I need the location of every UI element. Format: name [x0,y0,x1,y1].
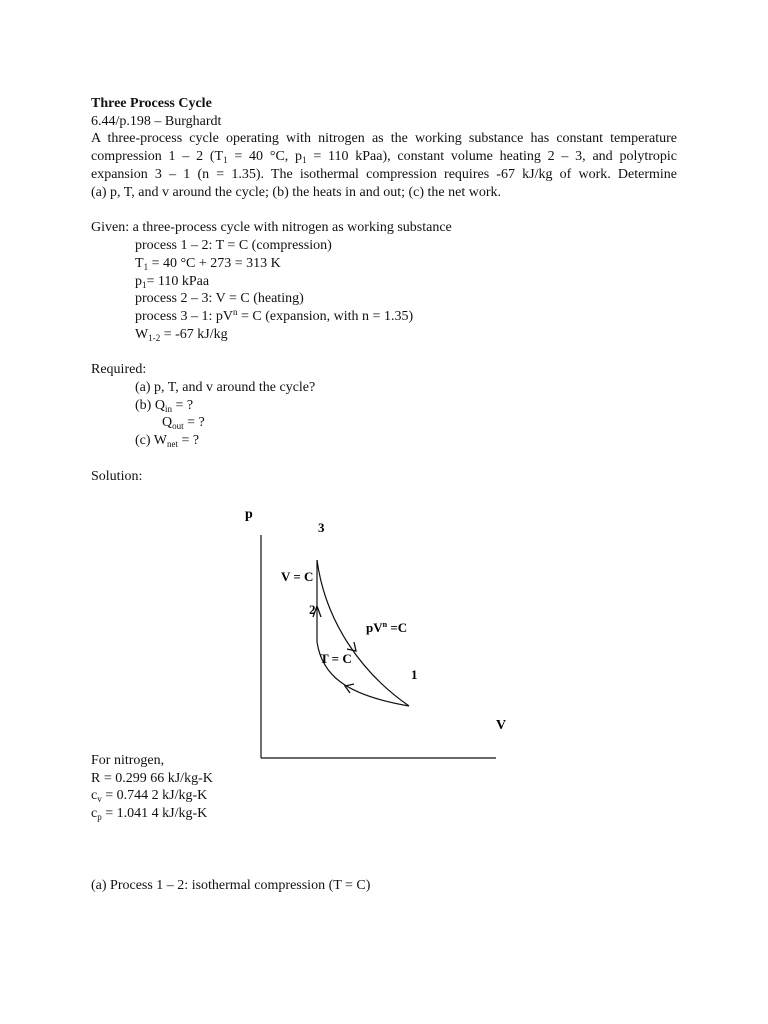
given-t1: $T_1 = 40$ °C + 273 = 313 K [135,256,281,272]
required-c: (c) $W_{net}$ = ? [135,433,200,449]
p-axis-label: p [245,507,253,522]
point-3-label: 3 [318,520,325,535]
point-2-label: 2 [309,602,316,617]
v-axis-label: V [496,718,507,733]
required-q-out: $Q_{out}$ = ? [162,415,205,431]
constant-volume-label: V = C [281,569,314,584]
problem-line-4: (a) p, T, and v around the cycle; (b) the heats in and out; (c) the net work. [91,185,502,200]
problem-line-1: A three-process cycle operating with nitrogen as the working substance has constant temperature [91,131,677,146]
document-title: Three Process Cycle [91,96,212,111]
given-process-3-1: process 3 – 1: $pV^n = C$ (expansion, with n = 1.35) [135,307,414,324]
given-work: $W_{1-2} = -67$ kJ/kg [135,327,228,343]
given-process-2-3: process 2 – 3: V = C (heating) [135,291,304,306]
solution-heading: Solution: [91,469,143,484]
nitrogen-cv: $c_v = 0.744$ 2 kJ/kg-K [91,788,208,804]
given-p1: $p_1= 110$ kPaa [135,274,210,290]
required-b: (b) $Q_{in}$ = ? [135,398,194,414]
polytropic-label: $pV^n =C$ [366,620,408,635]
problem-line-3: expansion 3 – 1 (n = 1.35). The isothermal compression requires -67 kJ/kg of work. Determine [91,167,677,182]
nitrogen-cp: $c_p = 1.041$ 4 kJ/kg-K [91,806,208,822]
arrow-left-icon [345,684,354,693]
problem-line-2: compression 1 – 2 ($T_1 = 40$ °C, $p_1 = 110$ kPaa), constant volume heating 2 – 3, and polytropic [91,149,677,165]
given-heading: Given: a three-process cycle with nitrogen as working substance [91,220,452,235]
given-process-1-2: process 1 – 2: T = C (compression) [135,238,332,253]
isothermal-label: T = C [320,651,352,666]
part-a-heading: (a) Process 1 – 2: isothermal compression (T = C) [91,878,371,893]
reference-line: 6.44/p.198 – Burghardt [91,114,222,129]
nitrogen-r: R = 0.299 66 kJ/kg-K [91,771,213,786]
nitrogen-heading: For nitrogen, [91,753,165,768]
required-a: (a) p, T, and v around the cycle? [135,380,316,395]
required-heading: Required: [91,362,147,377]
point-1-label: 1 [411,667,418,682]
